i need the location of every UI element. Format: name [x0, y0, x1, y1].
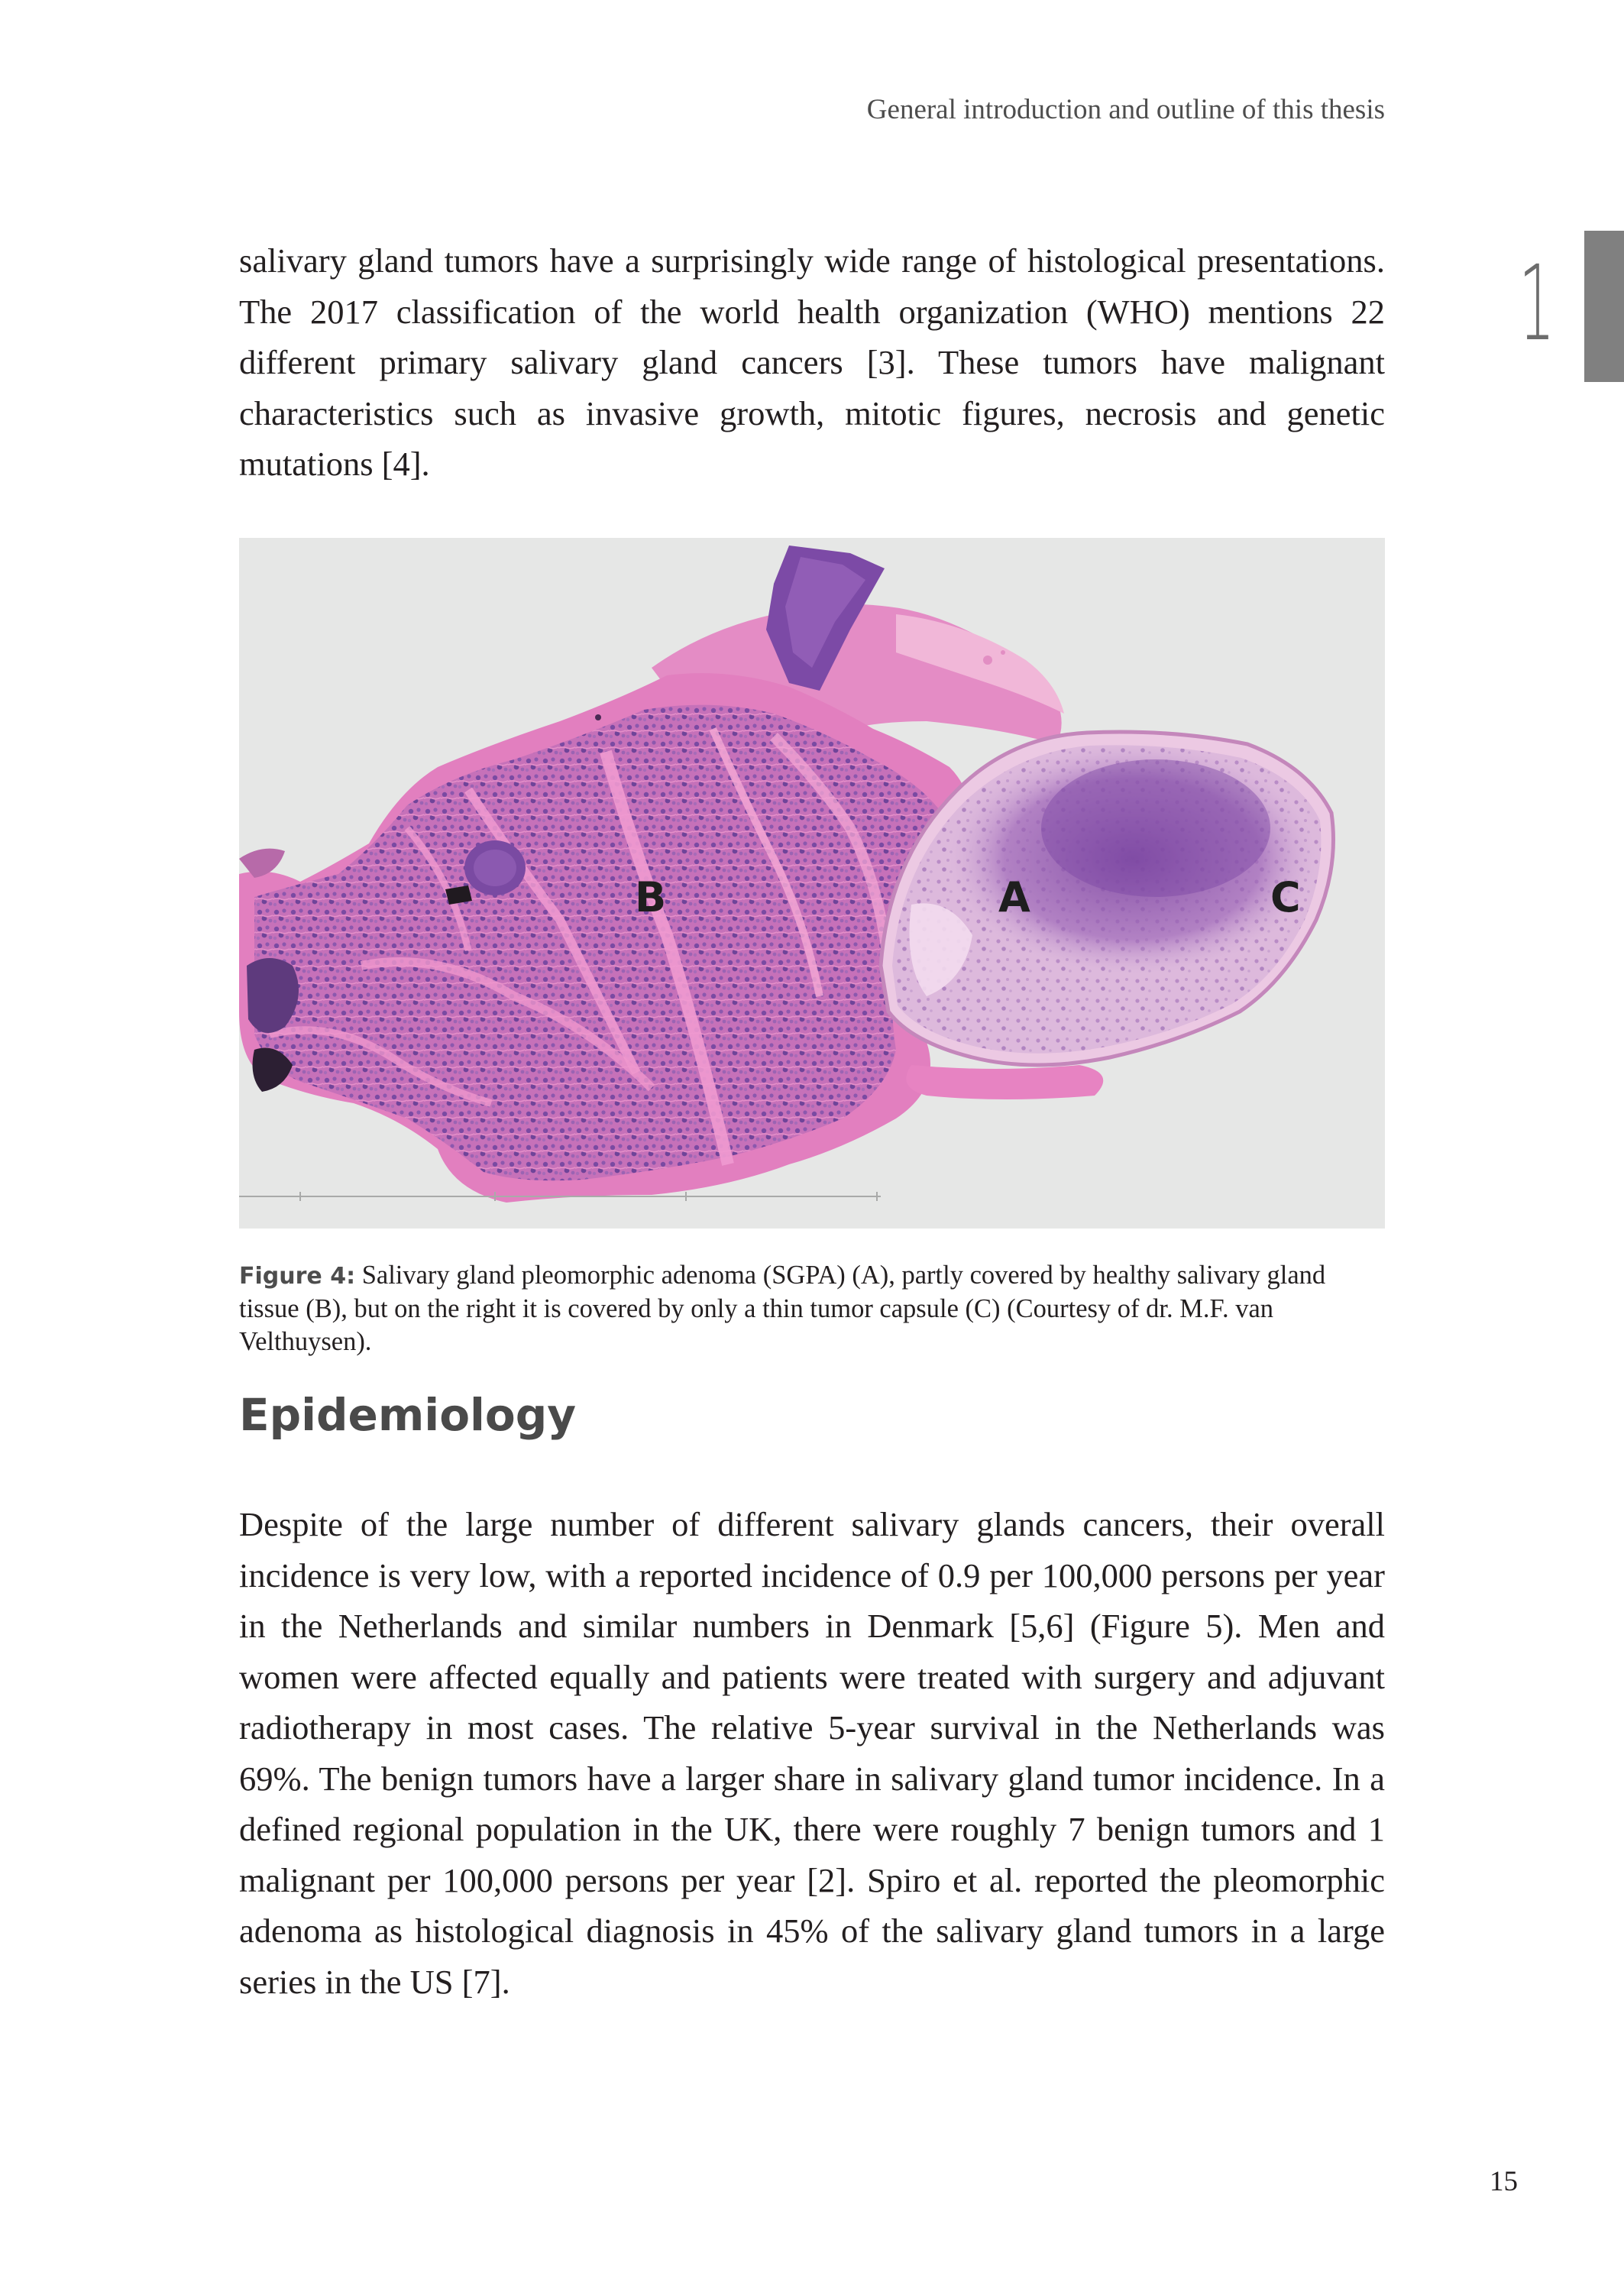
figure-caption-ref: Figure 4:: [239, 1263, 356, 1290]
section-heading: Epidemiology: [239, 1389, 577, 1441]
chapter-number: 1: [1519, 244, 1555, 364]
figure-caption: [239, 1259, 1385, 1358]
running-header: General introduction and outline of this thesis: [866, 94, 1385, 125]
chapter-tab: [1584, 231, 1624, 382]
figure-caption-text: Salivary gland pleomorphic adenoma (SGPA) (A), partly covered by healthy salivary gland tissue (B), but on the right it is covered by only a thin tumor capsule (C) (Courtesy of dr. M.F. van Velthuysen).: [239, 1261, 1326, 1356]
epidemiology-paragraph: Despite of the large number of different salivary glands cancers, their overall incidence is very low, with a reported incidence of 0.9 per 100,000 persons per year in the Netherlands and similar numbers in Denmark [5,6] (Figure 5). Men and women were affected equally and patients were treated with surgery and adjuvant radiotherapy in most cases. The relative 5-year survival in the Netherlands was 69%. The benign tumors have a larger share in salivary gland tumor incidence. In a defined regional population in the UK, there were roughly 7 benign tumors and 1 malignant per 100,000 persons per year [2]. Spiro et al. reported the pleomorphic adenoma as histological diagnosis in 45% of the salivary gland tumors in a large series in the US [7].: [239, 1505, 1385, 2001]
page-number: 15: [1490, 2166, 1518, 2197]
figure-label-a: A: [998, 873, 1030, 921]
histology-image: [239, 538, 1385, 1229]
intro-paragraph: salivary gland tumors have a surprisingly wide range of histological presentations. The 2017 classification of the world health organization (WHO) mentions 22 different primary salivary gland cancers [3]. These tumors have malignant characteristics such as invasive growth, mitotic figures, necrosis and genetic mutations [4].: [239, 241, 1385, 483]
figure-label-b: B: [635, 873, 667, 921]
figure-label-c: C: [1270, 873, 1301, 921]
histology-figure: [239, 538, 1385, 1229]
